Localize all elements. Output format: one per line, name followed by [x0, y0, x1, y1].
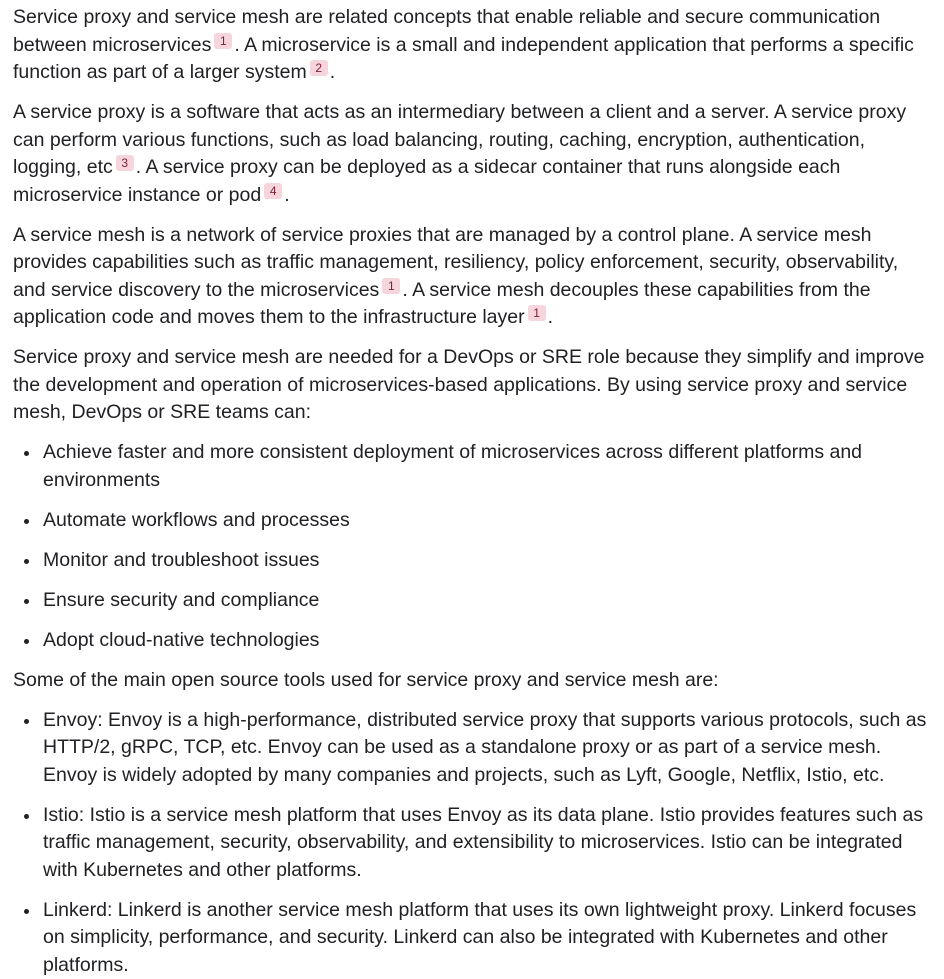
paragraph-text: . — [329, 61, 336, 83]
benefits-list — [13, 439, 934, 654]
citation-link[interactable]: 1 — [528, 305, 546, 321]
list-item: Ensure security and compliance — [43, 587, 934, 615]
citation-link[interactable]: 3 — [116, 155, 134, 171]
paragraph-text: . A service proxy can be deployed as a sidecar container that runs alongside each microservice instance or pod — [13, 156, 841, 206]
list-item: Istio: Istio is a service mesh platform that uses Envoy as its data plane. Istio provides features such as traffic management, security, observability, and extensibility to microservices. Istio can be integrated with Kubernetes and other platforms. — [43, 802, 934, 885]
paragraph-text: Service proxy and service mesh are related concepts that enable reliable and secure communication between microservices — [13, 6, 881, 56]
intro-paragraph — [13, 4, 934, 87]
tools-intro-paragraph: Some of the main open source tools used for service proxy and service mesh are: — [13, 668, 719, 691]
list-item: Adopt cloud-native technologies — [43, 627, 934, 655]
paragraph-text: . A microservice is a small and independent application that performs a specific function as part of a larger system — [13, 33, 914, 83]
devops-paragraph: Service proxy and service mesh are needed for a DevOps or SRE role because they simplify and improve the development and operation of microservices-based applications. By using service proxy and service mesh, DevOps or SRE teams can: — [13, 346, 925, 423]
list-item: Achieve faster and more consistent deployment of microservices across different platforms and environments — [43, 439, 934, 494]
paragraph-text: A service mesh is a network of service proxies that are managed by a control plane. A service mesh provides capabilities such as traffic management, resiliency, policy enforcement, security, observability, and service discovery to the microservices — [13, 223, 899, 301]
paragraph-text: A service proxy is a software that acts as an intermediary between a client and a server. A service proxy can perform various functions, such as load balancing, routing, caching, encryption, authentication, logging, etc — [13, 101, 907, 178]
list-item: Monitor and troubleshoot issues — [43, 547, 934, 575]
list-item: Linkerd: Linkerd is another service mesh platform that uses its own lightweight proxy. Linkerd focuses on simplicity, performance, and security. Linkerd can also be integrated with Kubernetes and other platforms. — [43, 897, 934, 979]
list-item: Automate workflows and processes — [43, 507, 934, 535]
paragraph-text: . A service mesh decouples these capabilities from the application code and moves them to the infrastructure layer — [13, 278, 871, 328]
service-proxy-paragraph — [13, 99, 934, 209]
service-mesh-paragraph — [13, 222, 934, 332]
citation-link[interactable]: 1 — [214, 33, 232, 49]
citation-link[interactable]: 2 — [310, 60, 328, 76]
tools-list — [13, 707, 934, 979]
paragraph-text: . — [284, 183, 290, 206]
paragraph-text: . — [547, 306, 554, 328]
citation-link[interactable]: 1 — [382, 278, 400, 294]
citation-link[interactable]: 4 — [264, 183, 282, 199]
list-item: Envoy: Envoy is a high-performance, distributed service proxy that supports various protocols, such as HTTP/2, gRPC, TCP, etc. Envoy can be used as a standalone proxy or as part of a service mesh. Envoy is widely adopted by many companies and projects, such as Lyft, Google, Netflix, Istio, etc. — [43, 707, 934, 790]
